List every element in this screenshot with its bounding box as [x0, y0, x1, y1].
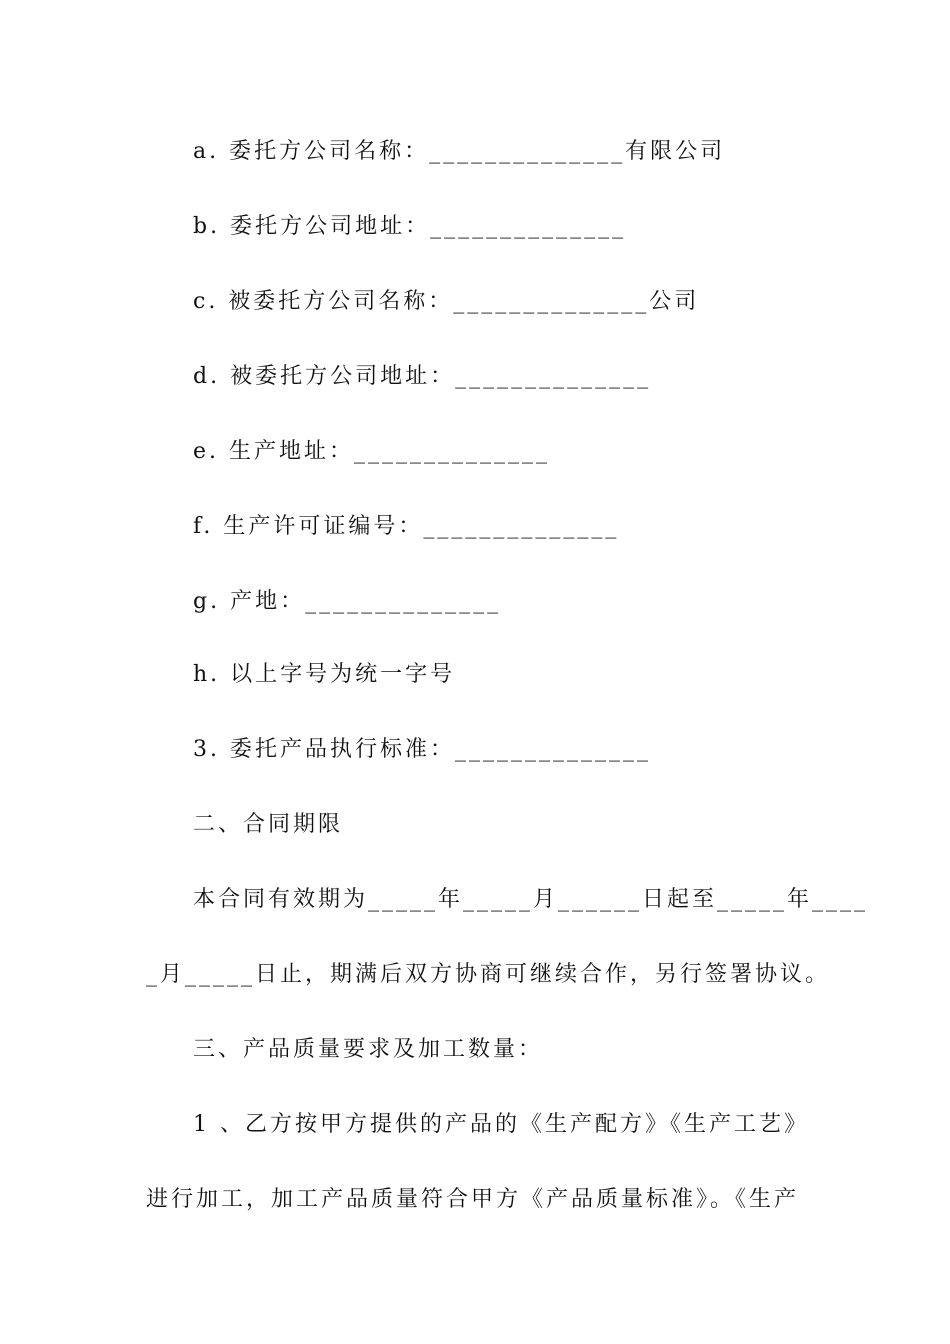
quality-clause-line-2: 进行加工，加工产品质量符合甲方《产品质量标准》。《生产 — [146, 1187, 800, 1212]
contract-validity-line-2: _月_____日止，期满后双方协商可继续合作，另行签署协议。 — [146, 962, 831, 987]
contractor-company-name-line: c. 被委托方公司名称：______________公司 — [193, 289, 700, 314]
contractor-company-address-line: d. 被委托方公司地址：______________ — [193, 364, 652, 389]
quality-clause-line-1: 1 、乙方按甲方提供的产品的《生产配方》《生产工艺》 — [193, 1112, 809, 1137]
section-heading-contract-term: 二、合同期限 — [193, 812, 344, 837]
production-license-number-line: f. 生产许可证编号：______________ — [193, 514, 620, 539]
contract-validity-line-1: 本合同有效期为_____年_____月______日起至_____年____ — [193, 887, 869, 912]
production-address-line: e. 生产地址：______________ — [193, 439, 551, 464]
section-heading-quality-requirements: 三、产品质量要求及加工数量： — [193, 1037, 544, 1062]
unified-font-note-line: h. 以上字号为统一字号 — [193, 662, 456, 687]
client-company-name-line: a. 委托方公司名称：______________有限公司 — [193, 139, 726, 164]
product-standard-line: 3. 委托产品执行标准：______________ — [193, 737, 651, 762]
client-company-address-line: b. 委托方公司地址：______________ — [193, 214, 627, 239]
origin-line: g. 产地：______________ — [193, 589, 502, 614]
